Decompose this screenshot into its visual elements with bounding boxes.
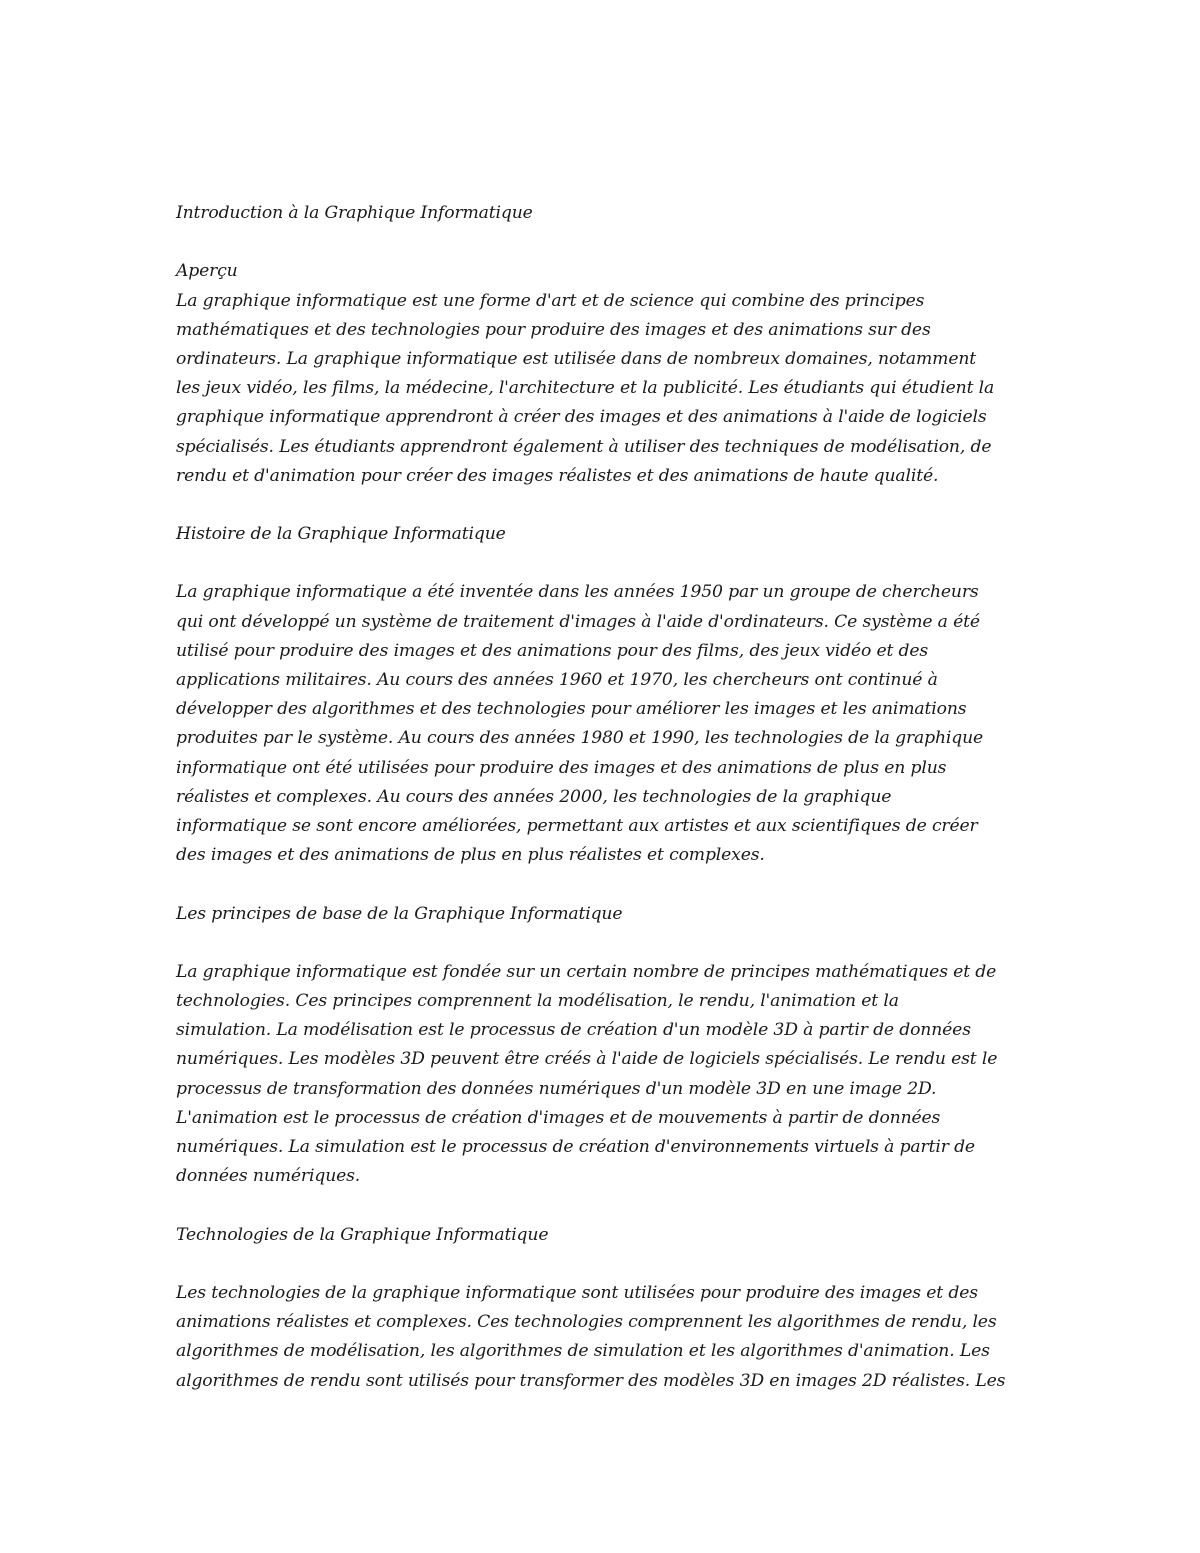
paragraph-line: algorithmes de modélisation, les algorithmes de simulation et les algorithmes d'animation. Les: [176, 1341, 990, 1362]
paragraph-line: rendu et d'animation pour créer des images réalistes et des animations de haute qualité.: [176, 465, 939, 486]
paragraph-line: données numériques.: [176, 1166, 361, 1187]
paragraph-line: numériques. Les modèles 3D peuvent être créés à l'aide de logiciels spécialisés. Le rendu est le: [176, 1049, 998, 1070]
paragraph-line: La graphique informatique est fondée sur un certain nombre de principes mathématiques et de: [176, 961, 997, 982]
paragraph-line: les jeux vidéo, les films, la médecine, l'architecture et la publicité. Les étudiants qui étudient la: [176, 378, 995, 399]
paragraph-line: simulation. La modélisation est le processus de création d'un modèle 3D à partir de données: [176, 1020, 971, 1041]
spacer: [176, 491, 1036, 520]
paragraph-line: qui ont développé un système de traitement d'images à l'aide d'ordinateurs. Ce système a été: [176, 611, 980, 632]
paragraph-line: graphique informatique apprendront à créer des images et des animations à l'aide de logiciels: [176, 407, 987, 428]
spacer: [176, 549, 1036, 578]
paragraph-line: Les technologies de la graphique informatique sont utilisées pour produire des images et des: [176, 1282, 978, 1303]
paragraph-line: ordinateurs. La graphique informatique est utilisée dans de nombreux domaines, notamment: [176, 348, 977, 369]
spacer: [176, 1250, 1036, 1279]
document-body: [176, 199, 1036, 1396]
paragraph-line: La graphique informatique a été inventée dans les années 1950 par un groupe de chercheurs: [176, 582, 979, 603]
paragraph-line: développer des algorithmes et des technologies pour améliorer les images et les animations: [176, 699, 967, 720]
paragraph-line: algorithmes de rendu sont utilisés pour transformer des modèles 3D en images 2D réalistes. Les: [176, 1370, 1006, 1391]
paragraph-line: technologies. Ces principes comprennent la modélisation, le rendu, l'animation et la: [176, 991, 899, 1012]
paragraph-line: réalistes et complexes. Au cours des années 2000, les technologies de la graphique: [176, 786, 892, 807]
section-heading-histoire: Histoire de la Graphique Informatique: [176, 524, 506, 545]
section-heading-technologies: Technologies de la Graphique Informatique: [176, 1224, 549, 1245]
paragraph-line: numériques. La simulation est le processus de création d'environnements virtuels à partir de: [176, 1137, 975, 1157]
paragraph-line: spécialisés. Les étudiants apprendront également à utiliser des techniques de modélisation, de: [176, 436, 992, 457]
paragraph-line: informatique ont été utilisées pour produire des images et des animations de plus en plus: [176, 757, 947, 778]
spacer: [176, 228, 1036, 257]
paragraph-line: processus de transformation des données numériques d'un modèle 3D en une image 2D.: [176, 1078, 937, 1099]
paragraph-line: mathématiques et des technologies pour produire des images et des animations sur des: [176, 319, 931, 340]
section-heading-principes: Les principes de base de la Graphique Informatique: [176, 903, 623, 924]
paragraph-line: des images et des animations de plus en plus réalistes et complexes.: [176, 845, 765, 866]
paragraph-line: informatique se sont encore améliorées, permettant aux artistes et aux scientifiques de créer: [176, 815, 978, 836]
paragraph-line: utilisé pour produire des images et des animations pour des films, des jeux vidéo et des: [176, 640, 929, 661]
section-heading-apercu: Aperçu: [176, 261, 238, 282]
paragraph-line: produites par le système. Au cours des années 1980 et 1990, les technologies de la graphique: [176, 728, 984, 749]
document-title: Introduction à la Graphique Informatique: [176, 203, 533, 223]
spacer: [176, 870, 1036, 899]
paragraph-line: applications militaires. Au cours des années 1960 et 1970, les chercheurs ont continué à: [176, 670, 938, 690]
spacer: [176, 1191, 1036, 1220]
paragraph-line: La graphique informatique est une forme d'art et de science qui combine des principes: [176, 290, 925, 311]
paragraph-line: animations réalistes et complexes. Ces technologies comprennent les algorithmes de rendu, les: [176, 1312, 997, 1333]
spacer: [176, 929, 1036, 958]
paragraph-line: L'animation est le processus de création d'images et de mouvements à partir de données: [176, 1107, 941, 1128]
